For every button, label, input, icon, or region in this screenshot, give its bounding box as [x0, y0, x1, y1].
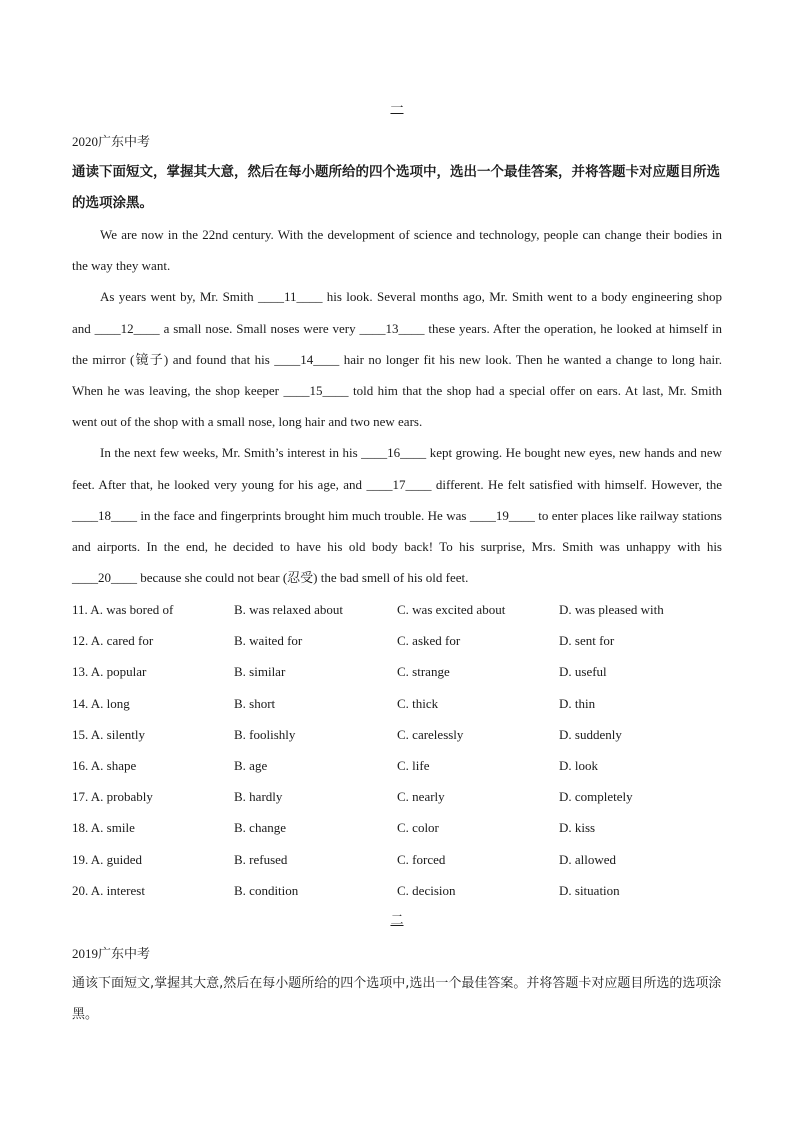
option-a: 14. A. long	[72, 695, 130, 711]
section-source-1: 2020广东中考	[72, 134, 151, 149]
section-instruction-2: 通该下面短文,掌握其大意,然后在每小题所给的四个选项中,选出一个最佳答案。并将答题卡对应题目所选的选项涂黑。	[72, 976, 722, 1022]
option-a: 16. A. shape	[72, 757, 137, 773]
question-row-17	[72, 781, 732, 812]
question-row-13	[72, 656, 732, 687]
question-row-12	[72, 625, 732, 656]
option-a: 19. A. guided	[72, 851, 143, 867]
option-b: B. change	[234, 820, 286, 836]
option-a: 12. A. cared for	[72, 633, 154, 649]
option-a: 15. A. silently	[72, 726, 145, 742]
option-c: C. carelessly	[397, 726, 464, 742]
option-c: C. forced	[397, 851, 446, 867]
option-b: B. condition	[234, 882, 299, 898]
option-c: C. was excited about	[397, 602, 506, 617]
question-row-11	[72, 594, 732, 625]
option-c: C. color	[397, 820, 439, 836]
option-b: B. age	[234, 757, 268, 773]
section-mark-1: 一	[390, 100, 404, 115]
option-d: D. kiss	[559, 820, 596, 836]
question-options	[72, 594, 732, 906]
question-row-14	[72, 688, 732, 719]
option-b: B. similar	[234, 664, 286, 680]
question-row-16	[72, 750, 732, 781]
section-mark-2: 二	[390, 912, 404, 927]
cloze-passage	[72, 219, 722, 593]
section-instruction-1: 通读下面短文，掌握其大意，然后在每小题所给的四个选项中，选出一个最佳答案，并将答题卡对应题目所选的选项涂黑。	[72, 164, 720, 211]
option-c: C. nearly	[397, 789, 445, 805]
option-c: C. strange	[397, 664, 450, 680]
option-b: B. foolishly	[234, 726, 296, 742]
option-d: D. sent for	[559, 633, 615, 649]
option-d: D. thin	[559, 695, 596, 711]
question-row-19	[72, 844, 732, 875]
question-row-15	[72, 719, 732, 750]
option-b: B. short	[234, 695, 276, 711]
option-b: B. hardly	[234, 789, 283, 805]
option-d: D. was pleased with	[559, 602, 664, 617]
option-b: B. was relaxed about	[234, 602, 344, 617]
option-c: C. life	[397, 757, 430, 773]
option-a: 18. A. smile	[72, 820, 135, 836]
question-row-20	[72, 875, 732, 906]
passage-paragraph-2: As years went by, Mr. Smith ____11____ his look. Several months ago, Mr. Smith went to a body engineering shop and ____12____ a small nose. Small noses were very ____13____ these years. After the operation, he looked at himself in the mirror (镜子) and found that his ____14____ hair no longer fit his new look. Then he wanted a change to long hair. When he was leaving, the shop keeper ____15____ told him that the shop had a special offer on ears. At last, Mr. Smith went out of the shop with a small nose, long hair and two new ears.	[72, 289, 722, 430]
option-d: D. allowed	[559, 851, 617, 867]
option-d: D. suddenly	[559, 726, 622, 742]
option-d: D. situation	[559, 882, 620, 898]
option-d: D. useful	[559, 664, 607, 680]
option-a: 11. A. was bored of	[72, 602, 174, 617]
passage-paragraph-1: We are now in the 22nd century. With the development of science and technology, people can change their bodies in the way they want.	[72, 227, 722, 274]
section-source-2: 2019广东中考	[72, 946, 151, 961]
passage-paragraph-3: In the next few weeks, Mr. Smith’s interest in his ____16____ kept growing. He bought new eyes, new hands and new feet. After that, he looked very young for his age, and ____17____ different. He felt satisfied with himself. However, the ____18____ in the face and fingerprints brought him much trouble. He was ____19____ to enter places like railway stations and airports. In the end, he decided to have his old body back! To his surprise, Mrs. Smith was unhappy with his ____20____ because she could not bear (忍受) the bad smell of his old feet.	[72, 445, 722, 586]
option-a: 17. A. probably	[72, 789, 153, 805]
option-c: C. asked for	[397, 633, 461, 649]
option-b: B. refused	[234, 851, 288, 867]
question-row-18	[72, 812, 732, 843]
option-d: D. completely	[559, 789, 633, 805]
option-a: 20. A. interest	[72, 882, 145, 898]
option-c: C. decision	[397, 882, 456, 898]
option-d: D. look	[559, 757, 598, 773]
option-c: C. thick	[397, 695, 439, 711]
option-b: B. waited for	[234, 633, 303, 649]
option-a: 13. A. popular	[72, 664, 147, 680]
